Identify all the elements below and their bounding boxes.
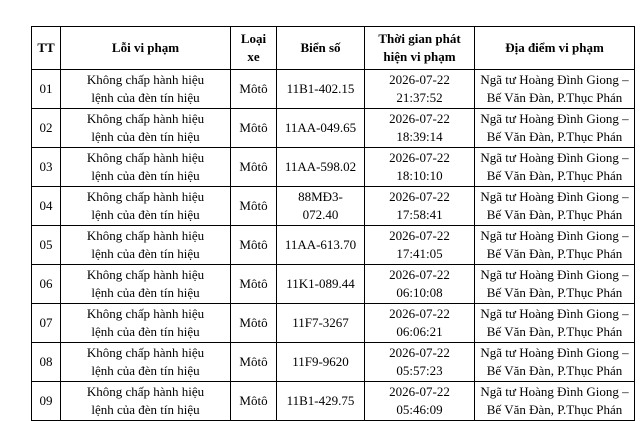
time-date: 2026-07-22 xyxy=(389,150,450,165)
cell-tt: 03 xyxy=(32,148,61,187)
plate-line1: 11K1-089.44 xyxy=(286,276,355,291)
cell-tt: 04 xyxy=(32,187,61,226)
location-line1: Ngã tư Hoàng Đình Giong – xyxy=(480,111,629,126)
header-violation: Lỗi vi phạm xyxy=(61,27,231,70)
cell-plate xyxy=(277,226,365,265)
cell-location xyxy=(475,304,635,343)
violation-line2: lệnh của đèn tín hiệu xyxy=(91,246,200,261)
document-page xyxy=(31,26,635,421)
header-location: Địa điểm vi phạm xyxy=(475,27,635,70)
cell-violation xyxy=(61,382,231,421)
cell-plate xyxy=(277,70,365,109)
cell-vehicle: Môtô xyxy=(231,226,277,265)
time-date: 2026-07-22 xyxy=(389,306,450,321)
table-row xyxy=(32,70,635,109)
plate-line1: 11F9-9620 xyxy=(292,354,349,369)
plate-line1: 88MĐ3- xyxy=(298,189,343,204)
location-line2: Bế Văn Đàn, P.Thục Phán xyxy=(486,324,623,339)
time-date: 2026-07-22 xyxy=(389,189,450,204)
cell-tt: 09 xyxy=(32,382,61,421)
time-date: 2026-07-22 xyxy=(389,72,450,87)
cell-time xyxy=(365,226,475,265)
cell-location xyxy=(475,265,635,304)
violation-line2: lệnh của đèn tín hiệu xyxy=(91,168,200,183)
cell-location xyxy=(475,148,635,187)
cell-time xyxy=(365,70,475,109)
violation-line1: Không chấp hành hiệu xyxy=(86,345,205,360)
cell-location xyxy=(475,382,635,421)
time-date: 2026-07-22 xyxy=(389,228,450,243)
cell-vehicle: Môtô xyxy=(231,343,277,382)
violation-line1: Không chấp hành hiệu xyxy=(86,111,205,126)
cell-plate xyxy=(277,187,365,226)
cell-time xyxy=(365,304,475,343)
table-row xyxy=(32,109,635,148)
location-line1: Ngã tư Hoàng Đình Giong – xyxy=(480,228,629,243)
cell-plate xyxy=(277,382,365,421)
header-vehicle-line1: Loại xyxy=(240,31,267,46)
cell-vehicle: Môtô xyxy=(231,304,277,343)
cell-violation xyxy=(61,265,231,304)
cell-violation xyxy=(61,70,231,109)
cell-plate xyxy=(277,343,365,382)
violation-line1: Không chấp hành hiệu xyxy=(86,150,205,165)
cell-location xyxy=(475,343,635,382)
header-time-line1: Thời gian phát xyxy=(378,31,461,46)
cell-vehicle: Môtô xyxy=(231,109,277,148)
table-row xyxy=(32,343,635,382)
header-time-line2: hiện vi phạm xyxy=(383,49,456,64)
cell-time xyxy=(365,343,475,382)
location-line2: Bế Văn Đàn, P.Thục Phán xyxy=(486,363,623,378)
violation-line2: lệnh của đèn tín hiệu xyxy=(91,363,200,378)
violation-line1: Không chấp hành hiệu xyxy=(86,384,205,399)
violation-line2: lệnh của đèn tín hiệu xyxy=(91,129,200,144)
location-line2: Bế Văn Đàn, P.Thục Phán xyxy=(486,285,623,300)
cell-tt: 02 xyxy=(32,109,61,148)
cell-location xyxy=(475,70,635,109)
cell-location xyxy=(475,109,635,148)
violation-line2: lệnh của đèn tín hiệu xyxy=(91,402,200,417)
table-row xyxy=(32,304,635,343)
location-line1: Ngã tư Hoàng Đình Giong – xyxy=(480,72,629,87)
table-row xyxy=(32,226,635,265)
time-clock: 18:10:10 xyxy=(396,168,443,183)
cell-violation xyxy=(61,226,231,265)
header-time xyxy=(365,27,475,70)
violation-line1: Không chấp hành hiệu xyxy=(86,306,205,321)
violations-table xyxy=(31,26,635,421)
time-clock: 17:58:41 xyxy=(396,207,443,222)
violation-line2: lệnh của đèn tín hiệu xyxy=(91,207,200,222)
location-line1: Ngã tư Hoàng Đình Giong – xyxy=(480,345,629,360)
location-line2: Bế Văn Đàn, P.Thục Phán xyxy=(486,129,623,144)
time-clock: 05:57:23 xyxy=(396,363,443,378)
cell-tt: 06 xyxy=(32,265,61,304)
header-tt: TT xyxy=(32,27,61,70)
cell-plate xyxy=(277,109,365,148)
cell-tt: 05 xyxy=(32,226,61,265)
location-line1: Ngã tư Hoàng Đình Giong – xyxy=(480,150,629,165)
cell-time xyxy=(365,382,475,421)
location-line1: Ngã tư Hoàng Đình Giong – xyxy=(480,306,629,321)
header-plate: Biển số xyxy=(277,27,365,70)
time-date: 2026-07-22 xyxy=(389,111,450,126)
time-date: 2026-07-22 xyxy=(389,384,450,399)
location-line2: Bế Văn Đàn, P.Thục Phán xyxy=(486,168,623,183)
location-line1: Ngã tư Hoàng Đình Giong – xyxy=(480,267,629,282)
time-date: 2026-07-22 xyxy=(389,267,450,282)
cell-tt: 07 xyxy=(32,304,61,343)
cell-vehicle: Môtô xyxy=(231,148,277,187)
cell-violation xyxy=(61,343,231,382)
time-clock: 18:39:14 xyxy=(396,129,443,144)
time-clock: 06:06:21 xyxy=(396,324,443,339)
plate-line1: 11B1-402.15 xyxy=(286,81,355,96)
location-line2: Bế Văn Đàn, P.Thục Phán xyxy=(486,207,623,222)
cell-time xyxy=(365,148,475,187)
cell-vehicle: Môtô xyxy=(231,70,277,109)
cell-location xyxy=(475,187,635,226)
cell-location xyxy=(475,226,635,265)
location-line1: Ngã tư Hoàng Đình Giong – xyxy=(480,384,629,399)
time-clock: 06:10:08 xyxy=(396,285,443,300)
plate-line1: 11AA-613.70 xyxy=(284,237,357,252)
header-vehicle xyxy=(231,27,277,70)
cell-time xyxy=(365,265,475,304)
time-clock: 05:46:09 xyxy=(396,402,443,417)
violation-line1: Không chấp hành hiệu xyxy=(86,267,205,282)
cell-plate xyxy=(277,148,365,187)
time-date: 2026-07-22 xyxy=(389,345,450,360)
location-line2: Bế Văn Đàn, P.Thục Phán xyxy=(486,90,623,105)
violation-line1: Không chấp hành hiệu xyxy=(86,189,205,204)
cell-time xyxy=(365,109,475,148)
cell-plate xyxy=(277,265,365,304)
violation-line1: Không chấp hành hiệu xyxy=(86,228,205,243)
location-line2: Bế Văn Đàn, P.Thục Phán xyxy=(486,402,623,417)
plate-line1: 11F7-3267 xyxy=(292,315,349,330)
cell-time xyxy=(365,187,475,226)
cell-violation xyxy=(61,148,231,187)
plate-line1: 11AA-049.65 xyxy=(284,120,357,135)
location-line1: Ngã tư Hoàng Đình Giong – xyxy=(480,189,629,204)
cell-tt: 01 xyxy=(32,70,61,109)
table-row xyxy=(32,265,635,304)
violation-line1: Không chấp hành hiệu xyxy=(86,72,205,87)
violation-line2: lệnh của đèn tín hiệu xyxy=(91,324,200,339)
table-header-row xyxy=(32,27,635,70)
cell-vehicle: Môtô xyxy=(231,187,277,226)
cell-violation xyxy=(61,304,231,343)
table-row xyxy=(32,148,635,187)
location-line2: Bế Văn Đàn, P.Thục Phán xyxy=(486,246,623,261)
plate-line2: 072.40 xyxy=(302,207,339,222)
table-row xyxy=(32,382,635,421)
plate-line1: 11B1-429.75 xyxy=(286,393,355,408)
cell-plate xyxy=(277,304,365,343)
table-row xyxy=(32,187,635,226)
cell-violation xyxy=(61,187,231,226)
cell-tt: 08 xyxy=(32,343,61,382)
table-body xyxy=(32,70,635,421)
violation-line2: lệnh của đèn tín hiệu xyxy=(91,285,200,300)
cell-vehicle: Môtô xyxy=(231,265,277,304)
time-clock: 17:41:05 xyxy=(396,246,443,261)
violation-line2: lệnh của đèn tín hiệu xyxy=(91,90,200,105)
time-clock: 21:37:52 xyxy=(396,90,443,105)
cell-violation xyxy=(61,109,231,148)
plate-line1: 11AA-598.02 xyxy=(284,159,357,174)
cell-vehicle: Môtô xyxy=(231,382,277,421)
header-vehicle-line2: xe xyxy=(247,49,260,64)
